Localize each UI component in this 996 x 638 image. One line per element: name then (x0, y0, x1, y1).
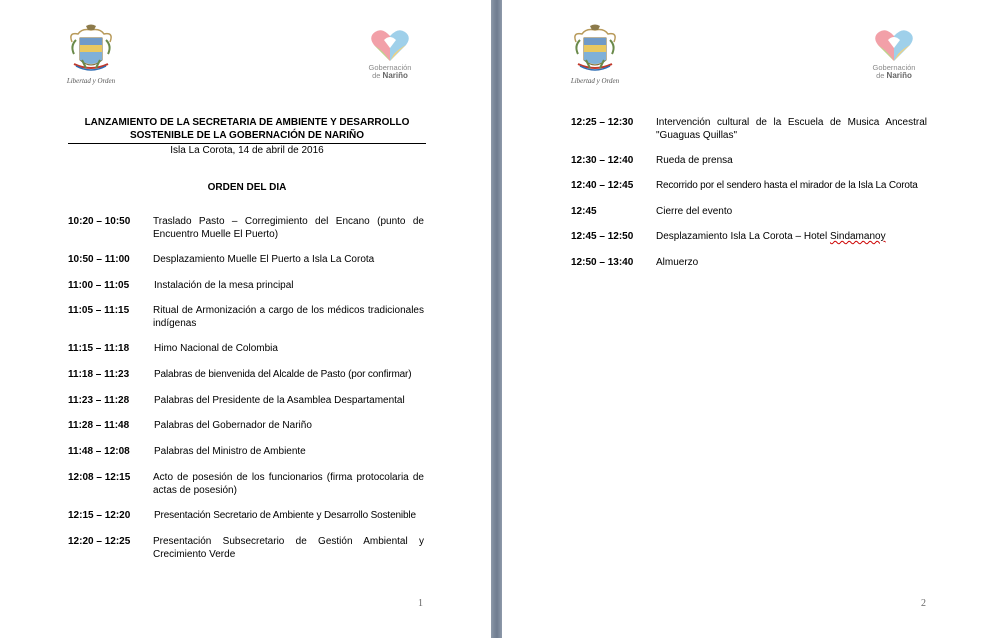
agenda-time: 11:28 – 11:48 (68, 420, 130, 431)
section-heading: ORDEN DEL DIA (207, 182, 287, 193)
agenda-text: Acto de posesión de los funcionarios (firma protocolaria de actas de posesión) (153, 472, 424, 496)
agenda-time: 12:25 – 12:30 (571, 117, 634, 128)
logo-bold: Nariño (886, 71, 912, 80)
colombia-coat-of-arms-icon (570, 24, 620, 84)
gobernacion-logo-text (864, 64, 924, 80)
gobernacion-heart-logo-icon (874, 28, 914, 64)
agenda-text: Himo Nacional de Colombia (154, 343, 278, 354)
crest-caption: Libertad y Orden (66, 77, 116, 85)
agenda-text: Traslado Pasto – Corregimiento del Encano (punto de Encuentro Muelle El Puerto) (153, 216, 424, 240)
agenda-time: 12:45 – 12:50 (571, 231, 634, 242)
logo-prefix: de (876, 71, 885, 80)
agenda-time: 12:20 – 12:25 (68, 536, 131, 547)
agenda-text: Intervención cultural de la Escuela de Musica Ancestral "Guaguas Quillas" (656, 117, 927, 141)
logo-line-1: Gobernación (872, 63, 916, 72)
logo-bold: Nariño (382, 71, 408, 80)
logo-prefix: de (372, 71, 381, 80)
agenda-time: 11:48 – 12:08 (68, 446, 130, 457)
agenda-text: Palabras de bienvenida del Alcalde de Pasto (por confirmar) (154, 369, 412, 380)
spellcheck-flagged-word: Sindamanoy (829, 231, 886, 242)
agenda-time: 12:30 – 12:40 (571, 155, 634, 166)
crest-caption: Libertad y Orden (570, 77, 620, 85)
document-subtitle: Isla La Corota, 14 de abril de 2016 (170, 145, 324, 156)
agenda-text: Presentación Secretario de Ambiente y Desarrollo Sostenible (154, 510, 416, 521)
agenda-time: 11:05 – 11:15 (68, 305, 130, 316)
agenda-text: Recorrido por el sendero hasta el mirador de la Isla La Corota (656, 180, 918, 191)
gobernacion-heart-logo-icon (370, 28, 410, 64)
document-page-1 (0, 0, 491, 638)
agenda-text: Ritual de Armonización a cargo de los médicos tradicionales indígenas (153, 305, 424, 329)
agenda-text: Instalación de la mesa principal (154, 280, 294, 291)
agenda-text: Cierre del evento (656, 206, 733, 217)
agenda-time: 12:40 – 12:45 (571, 180, 634, 191)
title-underline (68, 143, 426, 144)
agenda-time: 12:50 – 13:40 (571, 257, 634, 268)
document-page-2 (502, 0, 996, 638)
agenda-text (656, 230, 927, 243)
logo-line-1: Gobernación (368, 63, 412, 72)
gobernacion-logo-text (360, 64, 420, 80)
agenda-text: Palabras del Ministro de Ambiente (154, 446, 306, 457)
document-title (68, 116, 426, 142)
colombia-coat-of-arms-icon (66, 24, 116, 84)
agenda-text: Desplazamiento Muelle El Puerto a Isla La Corota (153, 254, 375, 265)
agenda-text: Presentación Subsecretario de Gestión Ambiental y Crecimiento Verde (153, 536, 424, 560)
title-line-2: SOSTENIBLE DE LA GOBERNACIÓN DE NARIÑO (129, 130, 365, 141)
agenda-time: 11:15 – 11:18 (68, 343, 130, 354)
agenda-time: 12:15 – 12:20 (68, 510, 131, 521)
agenda-text: Rueda de prensa (656, 155, 733, 166)
page-separator (491, 0, 502, 638)
agenda-time: 11:00 – 11:05 (68, 280, 130, 291)
agenda-text-prefix: Desplazamiento Isla La Corota – Hotel (656, 231, 830, 242)
agenda-text: Palabras del Presidente de la Asamblea Despartamental (154, 395, 405, 406)
agenda-time: 11:18 – 11:23 (68, 369, 130, 380)
agenda-text: Almuerzo (656, 257, 699, 268)
agenda-text: Palabras del Gobernador de Nariño (154, 420, 312, 431)
page-number: 1 (418, 598, 423, 609)
agenda-time: 10:20 – 10:50 (68, 216, 131, 227)
title-line-1: LANZAMIENTO DE LA SECRETARIA DE AMBIENTE Y DESARROLLO (84, 117, 410, 128)
agenda-time: 12:45 (571, 206, 597, 217)
agenda-time: 10:50 – 11:00 (68, 254, 130, 265)
agenda-time: 12:08 – 12:15 (68, 472, 131, 483)
agenda-time: 11:23 – 11:28 (68, 395, 130, 406)
page-number: 2 (921, 598, 926, 609)
